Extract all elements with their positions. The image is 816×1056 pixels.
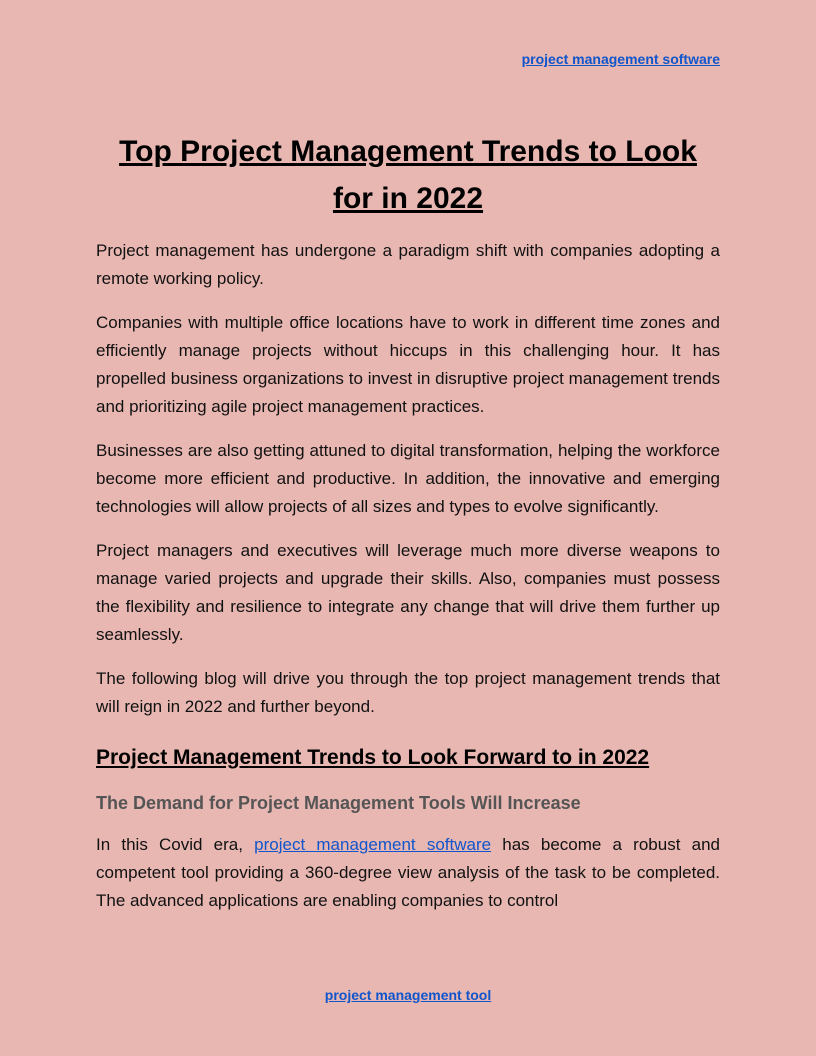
page-title: Top Project Management Trends to Look for in 2022 <box>119 135 697 215</box>
paragraph-3: Businesses are also getting attuned to digital transformation, helping the workforce become more efficient and productive. In addition, the innovative and emerging technologies will allow projects of all sizes and types to evolve significantly. <box>96 441 720 516</box>
header-link[interactable]: project management software <box>521 51 720 67</box>
section-subheading: The Demand for Project Management Tools Will Increase <box>96 793 581 813</box>
paragraph-1: Project management has undergone a paradigm shift with companies adopting a remote working policy. <box>96 241 720 288</box>
footer <box>0 987 816 1003</box>
document-body <box>96 237 720 931</box>
section-paragraph-start: In this Covid era, <box>96 835 255 854</box>
section-paragraph-end: has become a robust and competent tool providing a 360-degree view analysis of the task to be completed. The advanced applications are enabling companies to control <box>96 835 720 910</box>
paragraph-5: The following blog will drive you through the top project management trends that will reign in 2022 and further beyond. <box>96 669 720 716</box>
section-heading: Project Management Trends to Look Forward to in 2022 <box>96 746 650 769</box>
inline-software-link[interactable]: project management software <box>254 835 492 854</box>
paragraph-4: Project managers and executives will leverage much more diverse weapons to manage varied projects and upgrade their skills. Also, companies must possess the flexibility and resilience to integrate any change that will drive them further up seamlessly. <box>96 541 720 644</box>
paragraph-2: Companies with multiple office locations have to work in different time zones and efficiently manage projects without hiccups in this challenging hour. It has propelled business organizations to invest in disruptive project management trends and prioritizing agile project management practices. <box>96 313 720 416</box>
section-paragraph <box>96 831 720 915</box>
footer-link[interactable]: project management tool <box>324 987 492 1003</box>
